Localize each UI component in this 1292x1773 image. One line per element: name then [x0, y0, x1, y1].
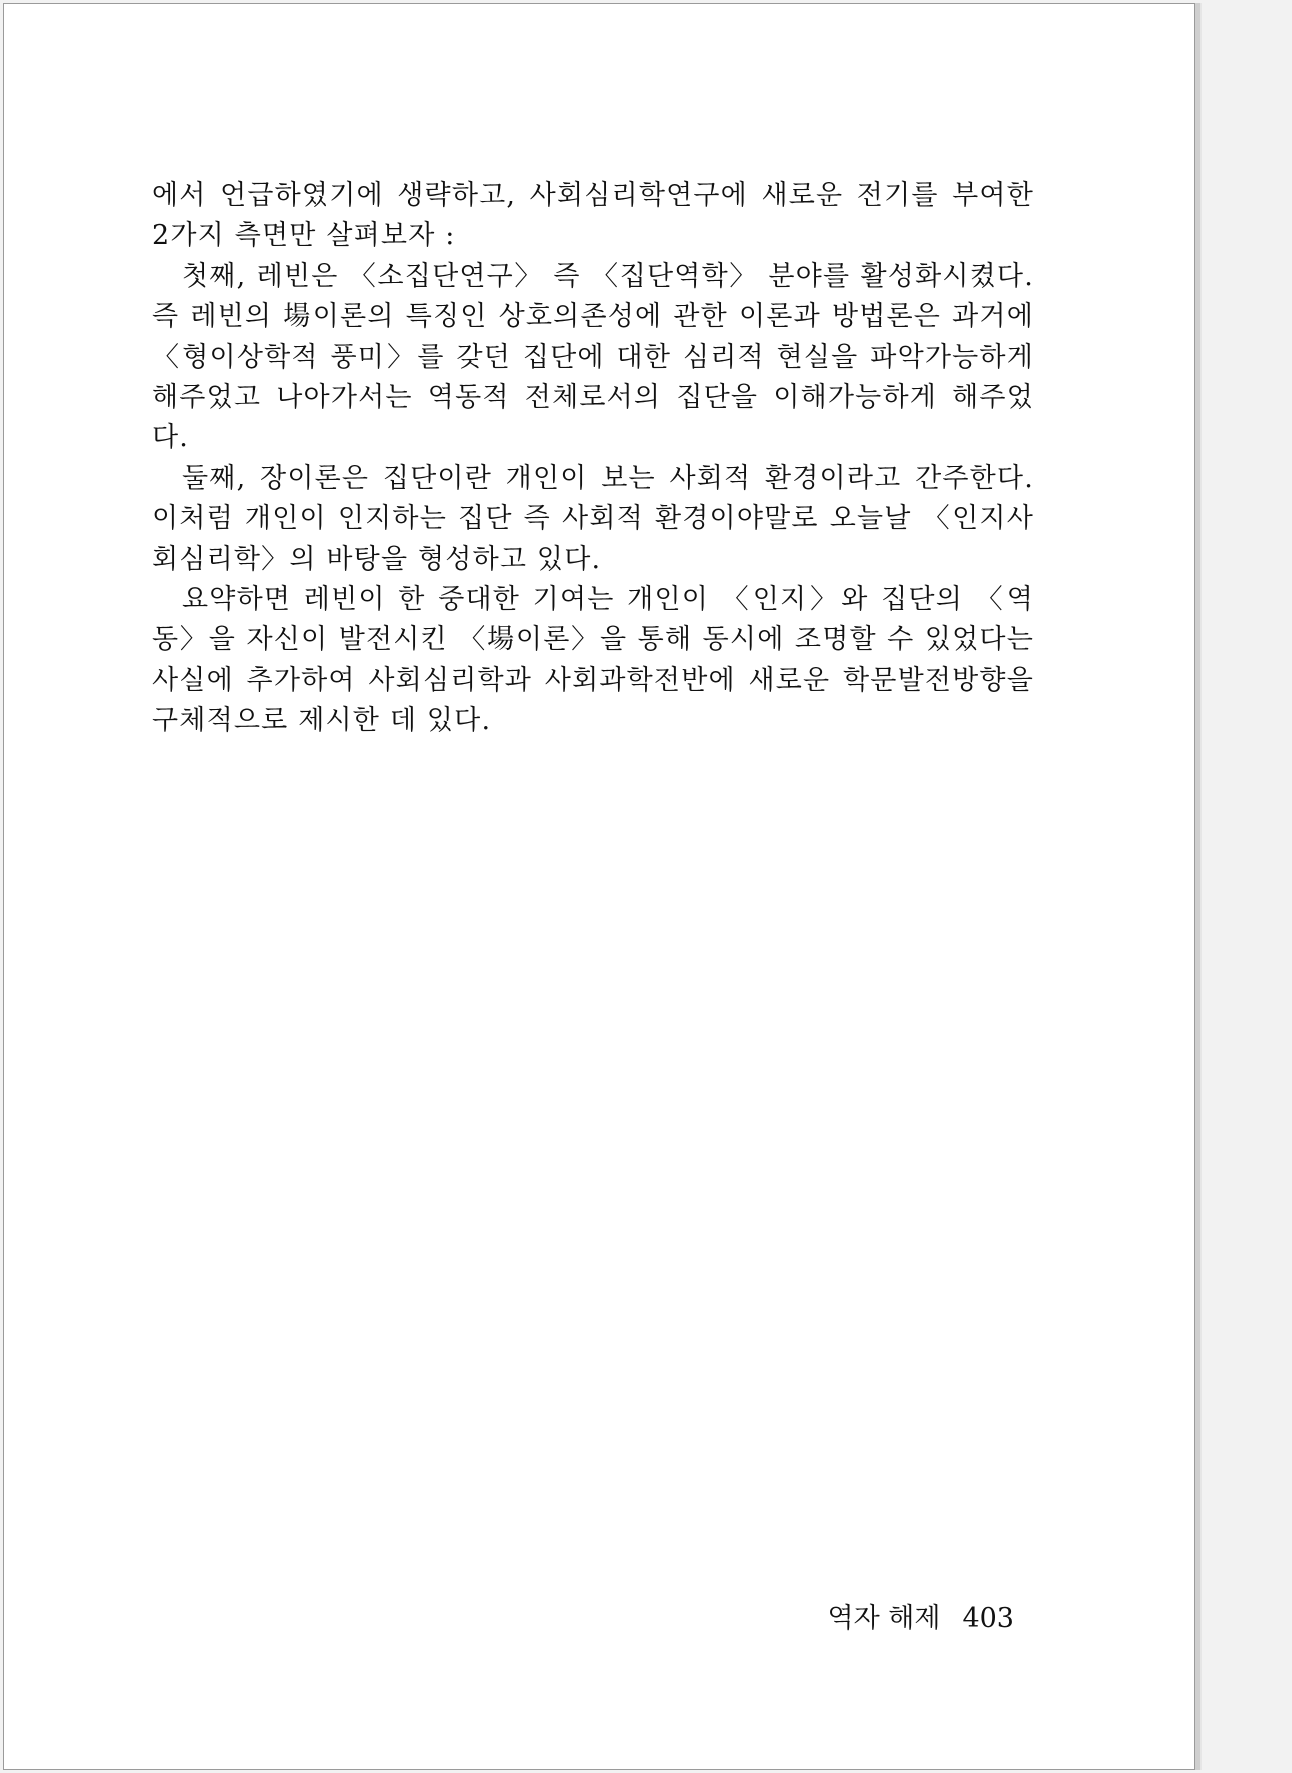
paragraph-summary: 요약하면 레빈이 한 중대한 기여는 개인이 〈인지〉와 집단의 〈역동〉을 자신이 발전시킨 〈場이론〉을 통해 동시에 조명할 수 있었다는 사실에 추가하여 사회심리학과 사회과학전반에 새로운 학문발전방향을 구체적으로 제시한 데 있다. [152, 584, 1034, 737]
page-number: 403 [962, 1603, 1014, 1634]
paragraph-first-point: 첫째, 레빈은 〈소집단연구〉 즉 〈집단역학〉 분야를 활성화시켰다. 즉 레빈의 場이론의 특징인 상호의존성에 관한 이론과 방법론은 과거에 〈형이상학적 풍미〉를 갖던 집단에 대한 심리적 현실을 파악가능하게 해주었고 나아가서는 역동적 전체로서의 집단을 이해가능하게 해주었다. [152, 260, 1034, 454]
body-text [152, 176, 1034, 742]
paragraph-continued: 에서 언급하였기에 생략하고, 사회심리학연구에 새로운 전기를 부여한 2가지 측면만 살펴보자 : [152, 180, 1034, 252]
page-footer [828, 1596, 1014, 1635]
paragraph-second-point: 둘째, 장이론은 집단이란 개인이 보는 사회적 환경이라고 간주한다. 이처럼 개인이 인지하는 집단 즉 사회적 환경이야말로 오늘날 〈인지사회심리학〉의 바탕을 형성하고 있다. [152, 462, 1034, 575]
book-page [3, 3, 1195, 1770]
running-title: 역자 해제 [827, 1603, 941, 1634]
